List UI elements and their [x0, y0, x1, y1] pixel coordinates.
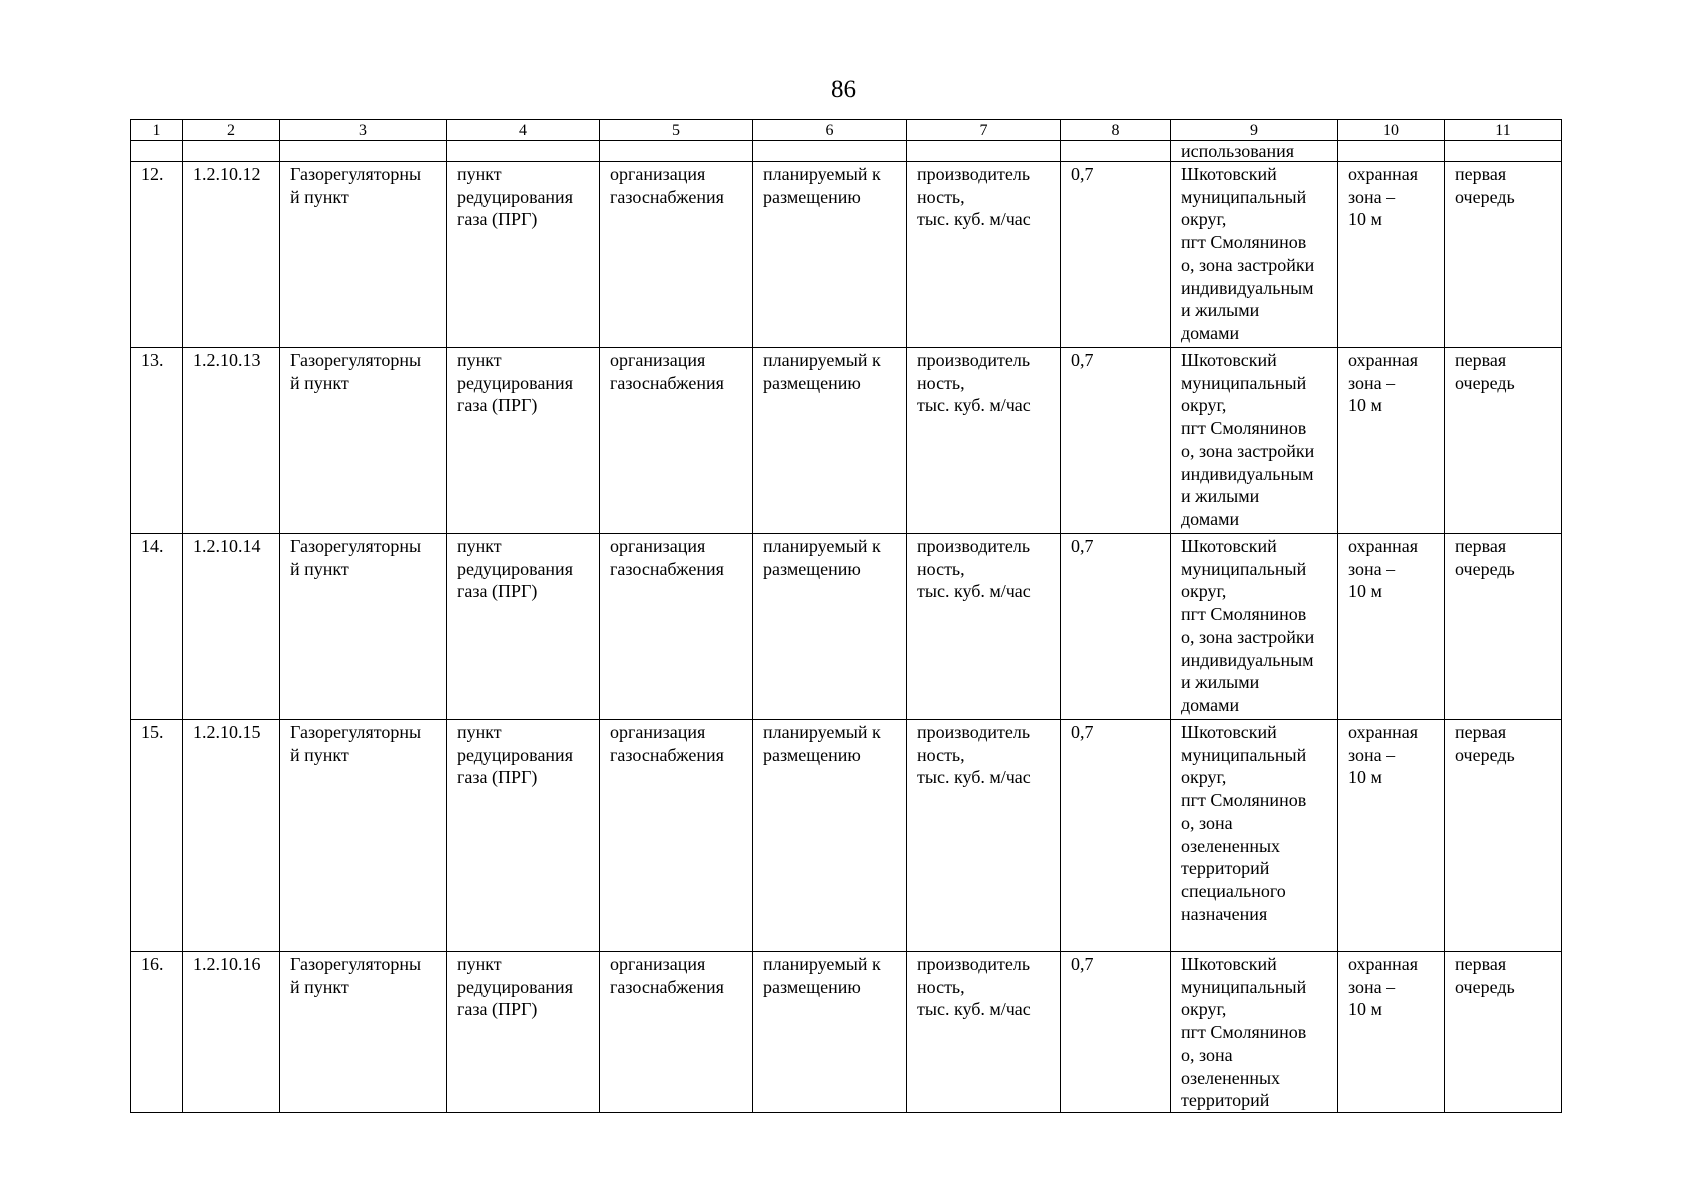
empty-cell	[753, 141, 907, 162]
object-characteristic: производитель ность, тыс. куб. м/час	[907, 162, 1061, 348]
object-status: планируемый к размещению	[753, 720, 907, 952]
column-number: 2	[183, 120, 280, 141]
implementation-stage: первая очередь	[1445, 720, 1562, 952]
column-number: 5	[600, 120, 753, 141]
object-type: пункт редуцирования газа (ПРГ)	[447, 534, 600, 720]
object-status: планируемый к размещению	[753, 348, 907, 534]
object-name: Газорегуляторны й пункт	[280, 162, 447, 348]
table-row	[131, 534, 1562, 720]
characteristic-value: 0,7	[1061, 952, 1171, 1113]
empty-cell	[280, 141, 447, 162]
column-number: 6	[753, 120, 907, 141]
object-location: Шкотовский муниципальный округ, пгт Смолянинов о, зона застройки индивидуальным и жилыми домами	[1171, 348, 1338, 534]
implementation-stage: первая очередь	[1445, 534, 1562, 720]
table-row	[131, 720, 1562, 952]
object-type: пункт редуцирования газа (ПРГ)	[447, 720, 600, 952]
column-number: 8	[1061, 120, 1171, 141]
protection-zone: охранная зона – 10 м	[1338, 348, 1445, 534]
implementation-stage: первая очередь	[1445, 162, 1562, 348]
object-code: 1.2.10.13	[183, 348, 280, 534]
object-type: пункт редуцирования газа (ПРГ)	[447, 162, 600, 348]
object-characteristic: производитель ность, тыс. куб. м/час	[907, 534, 1061, 720]
column-number: 7	[907, 120, 1061, 141]
object-location: Шкотовский муниципальный округ, пгт Смолянинов о, зона озелененных территорий специального назначения	[1171, 720, 1338, 952]
object-code: 1.2.10.16	[183, 952, 280, 1113]
object-name: Газорегуляторны й пункт	[280, 952, 447, 1113]
object-status: планируемый к размещению	[753, 534, 907, 720]
object-location: Шкотовский муниципальный округ, пгт Смолянинов о, зона озелененных территорий	[1171, 952, 1338, 1113]
empty-cell	[447, 141, 600, 162]
implementation-stage: первая очередь	[1445, 348, 1562, 534]
empty-cell	[183, 141, 280, 162]
protection-zone: охранная зона – 10 м	[1338, 534, 1445, 720]
object-location: Шкотовский муниципальный округ, пгт Смолянинов о, зона застройки индивидуальным и жилыми домами	[1171, 162, 1338, 348]
column-number: 11	[1445, 120, 1562, 141]
table-row	[131, 162, 1562, 348]
object-characteristic: производитель ность, тыс. куб. м/час	[907, 720, 1061, 952]
table-row	[131, 348, 1562, 534]
object-name: Газорегуляторны й пункт	[280, 348, 447, 534]
column-number: 10	[1338, 120, 1445, 141]
empty-cell	[1338, 141, 1445, 162]
row-number: 13.	[131, 348, 183, 534]
column-number: 4	[447, 120, 600, 141]
empty-cell	[600, 141, 753, 162]
characteristic-value: 0,7	[1061, 720, 1171, 952]
object-purpose: организация газоснабжения	[600, 952, 753, 1113]
object-purpose: организация газоснабжения	[600, 534, 753, 720]
characteristic-value: 0,7	[1061, 348, 1171, 534]
column-number: 1	[131, 120, 183, 141]
row-number: 16.	[131, 952, 183, 1113]
page-number: 86	[831, 76, 856, 103]
protection-zone: охранная зона – 10 м	[1338, 162, 1445, 348]
facilities-table	[130, 119, 1562, 1113]
object-status: планируемый к размещению	[753, 952, 907, 1113]
continuation-row	[131, 141, 1562, 162]
object-characteristic: производитель ность, тыс. куб. м/час	[907, 952, 1061, 1113]
protection-zone: охранная зона – 10 м	[1338, 720, 1445, 952]
characteristic-value: 0,7	[1061, 162, 1171, 348]
object-characteristic: производитель ность, тыс. куб. м/час	[907, 348, 1061, 534]
implementation-stage: первая очередь	[1445, 952, 1562, 1113]
object-location: Шкотовский муниципальный округ, пгт Смолянинов о, зона застройки индивидуальным и жилыми домами	[1171, 534, 1338, 720]
object-name: Газорегуляторны й пункт	[280, 720, 447, 952]
column-number-row	[131, 120, 1562, 141]
row-number: 12.	[131, 162, 183, 348]
column-number: 3	[280, 120, 447, 141]
characteristic-value: 0,7	[1061, 534, 1171, 720]
column-number: 9	[1171, 120, 1338, 141]
table-row	[131, 952, 1562, 1113]
empty-cell	[131, 141, 183, 162]
empty-cell	[907, 141, 1061, 162]
continuation-text: использования	[1171, 141, 1338, 162]
object-name: Газорегуляторны й пункт	[280, 534, 447, 720]
object-status: планируемый к размещению	[753, 162, 907, 348]
empty-cell	[1445, 141, 1562, 162]
object-type: пункт редуцирования газа (ПРГ)	[447, 348, 600, 534]
object-code: 1.2.10.15	[183, 720, 280, 952]
protection-zone: охранная зона – 10 м	[1338, 952, 1445, 1113]
object-code: 1.2.10.14	[183, 534, 280, 720]
object-type: пункт редуцирования газа (ПРГ)	[447, 952, 600, 1113]
object-purpose: организация газоснабжения	[600, 348, 753, 534]
object-purpose: организация газоснабжения	[600, 720, 753, 952]
row-number: 14.	[131, 534, 183, 720]
row-number: 15.	[131, 720, 183, 952]
empty-cell	[1061, 141, 1171, 162]
object-purpose: организация газоснабжения	[600, 162, 753, 348]
object-code: 1.2.10.12	[183, 162, 280, 348]
